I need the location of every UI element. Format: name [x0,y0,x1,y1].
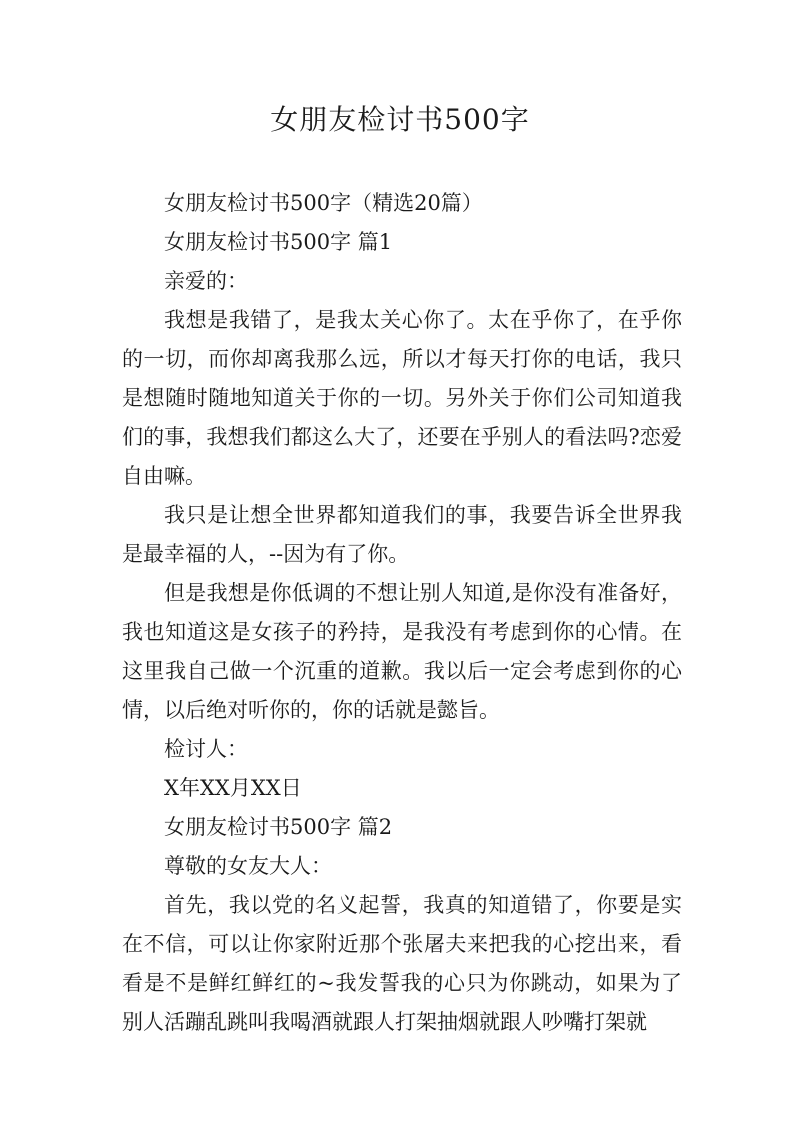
paragraph-body: 我只是让想全世界都知道我们的事，我要告诉全世界我是最幸福的人，--因为有了你。 [122,503,682,566]
paragraph-body: 首先，我以党的名义起誓，我真的知道错了，你要是实在不信，可以让你家附近那个张屠夫来把我的心挖出来，看看是不是鲜红鲜红的~我发誓我的心只为你跳动，如果为了别人活蹦乱跳叫我喝酒就跟人打架抽烟就跟人吵嘴打架就 [122,893,682,1034]
paragraph-salutation-2: 尊敬的女友大人： [164,854,332,878]
document-body [122,184,682,1042]
paragraph-signature: 检讨人： [164,737,248,761]
paragraph-date: X年XX月XX日 [164,776,302,800]
paragraph-body: 我想是我错了，是我太关心你了。太在乎你了，在乎你的一切，而你却离我那么远，所以才每天打你的电话，我只是想随时随地知道关于你的一切。另外关于你们公司知道我们的事，我想我们都这么大了，还要在乎别人的看法吗?恋爱自由嘛。 [122,308,682,488]
paragraph-salutation-1: 亲爱的： [164,269,248,293]
paragraph-section-heading-1: 女朋友检讨书500字 篇1 [164,230,393,254]
paragraph-subtitle: 女朋友检讨书500字（精选20篇） [164,191,483,215]
paragraph-section-heading-2: 女朋友检讨书500字 篇2 [164,815,393,839]
paragraph-body: 但是我想是你低调的不想让别人知道,是你没有准备好，我也知道这是女孩子的矜持，是我没有考虑到你的心情。在这里我自己做一个沉重的道歉。我以后一定会考虑到你的心情，以后绝对听你的，你的话就是懿旨。 [122,581,682,722]
document-title: 女朋友检讨书500字 [270,103,530,136]
